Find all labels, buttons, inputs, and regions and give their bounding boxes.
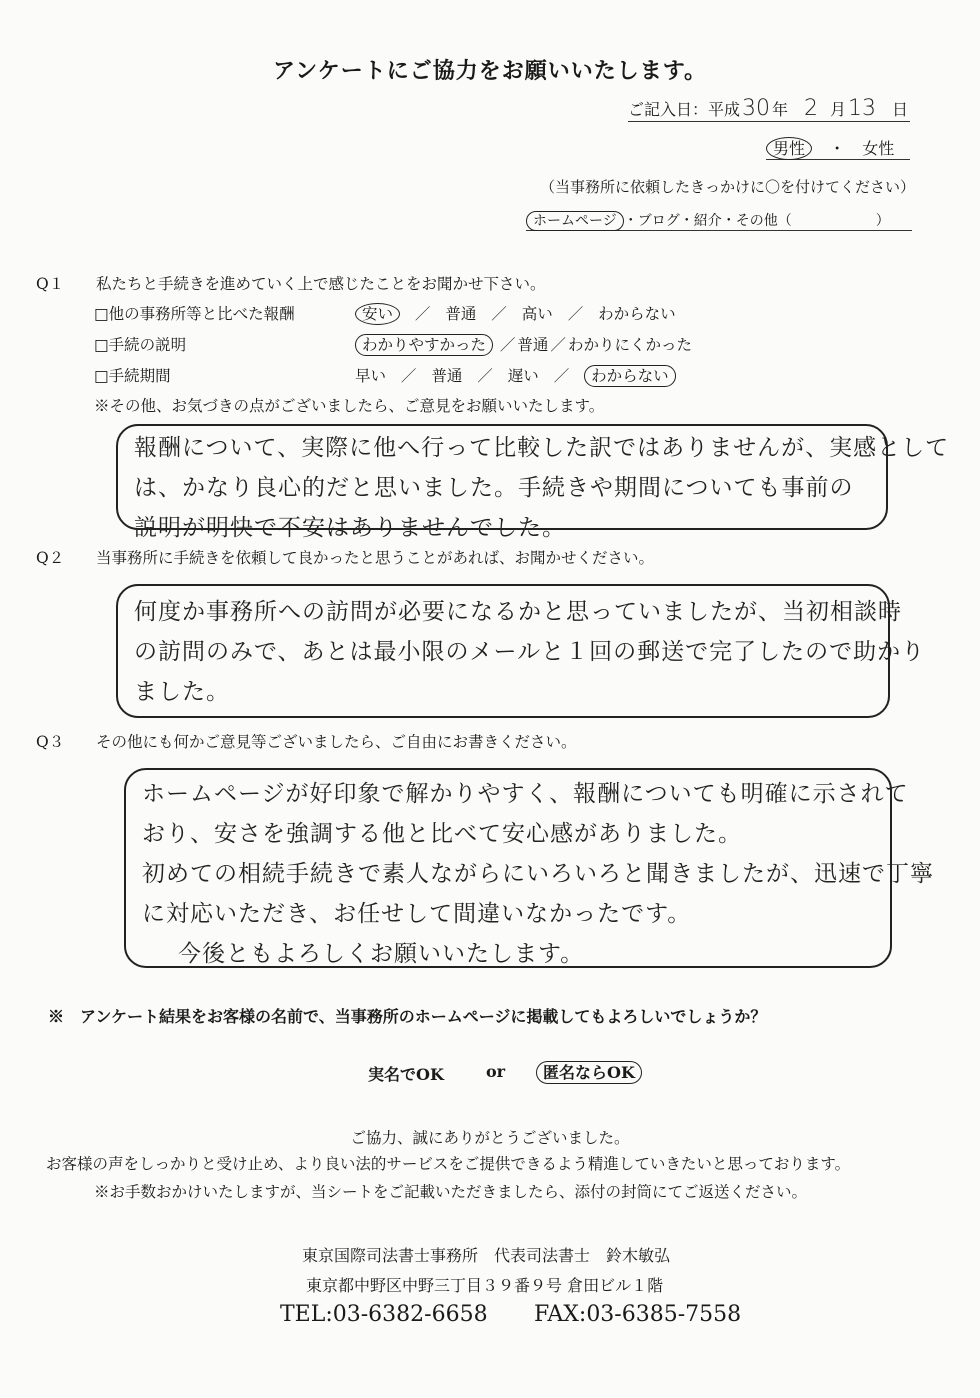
q2-text: 当事務所に手続きを依頼して良かったと思うことがあれば、お聞かせください。 — [96, 549, 655, 567]
q3-answer-line: ホームページが好印象で解かりやすく、報酬についても明確に示されて — [142, 781, 909, 807]
q1-explanation-option-clear[interactable]: わかりやすかった — [355, 334, 493, 356]
q2-answer-text — [134, 592, 925, 712]
q2-answer-line: 何度か事務所への訪問が必要になるかと思っていましたが、当初相談時 — [134, 599, 902, 625]
q3-text: その他にも何かご意見等ございましたら、ご自由にお書きください。 — [96, 733, 577, 751]
office-tel: TEL:03-6382-6658 — [280, 1302, 488, 1327]
referral-homepage-option[interactable]: ホームページ — [526, 211, 624, 231]
q2-answer-line: の訪問のみで、あとは最小限のメールと１回の郵送で完了したので助かり — [134, 639, 926, 665]
gender-male-option[interactable]: 男性 — [766, 137, 812, 160]
q1-row-label: □手続の説明 — [94, 336, 187, 354]
survey-title: アンケートにご協力をお願いいたします。 — [273, 58, 707, 84]
gender-selector — [766, 136, 910, 160]
q2-answer-line: ました。 — [134, 679, 230, 705]
q3-heading — [36, 730, 577, 752]
q1-period-option-unknown[interactable]: わからない — [584, 365, 676, 387]
gender-separator: ・ — [829, 139, 846, 158]
q1-fee-option-cheap[interactable]: 安い — [355, 303, 400, 325]
q1-period-option-normal[interactable]: 普通 — [431, 367, 463, 385]
entry-date — [628, 96, 910, 122]
q3-answer-line: 今後ともよろしくお願いいたします。 — [178, 941, 585, 967]
q1-answer-text — [134, 428, 949, 548]
consent-anonymous-label: 匿名ならOK — [536, 1061, 642, 1084]
q3-answer-line: おり、安さを強調する他と比べて安心感がありました。 — [142, 821, 742, 847]
q1-period-option-fast[interactable]: 早い — [354, 367, 386, 385]
date-month-unit: 月 — [830, 100, 847, 119]
consent-or: or — [486, 1062, 506, 1081]
date-label: ご記入日：平成 — [628, 100, 741, 119]
office-name: 東京国際司法書士事務所 代表司法書士 鈴木敏弘 — [302, 1246, 671, 1265]
q1-row-label: □手続期間 — [94, 367, 171, 385]
commitment-line: お客様の声をしっかりと受け止め、より良い法的サービスをご提供できるよう精進していきたいと思っております。 — [46, 1155, 851, 1173]
office-fax: FAX:03-6385-7558 — [534, 1302, 742, 1327]
q1-answer-line: 報酬について、実際に他へ行って比較した訳ではありませんが、実感として — [134, 435, 950, 461]
q1-explanation-option-unclear[interactable]: わかりにくかった — [567, 336, 692, 354]
gender-female-option[interactable]: 女性 — [862, 139, 895, 158]
referral-sources — [526, 210, 912, 231]
referral-note: （当事務所に依頼したきっかけに〇を付けてください） — [540, 178, 916, 196]
date-year-unit: 年 — [772, 100, 789, 119]
q3-number: Q３ — [36, 733, 65, 751]
q1-row-explanation: □手続の説明 わかりやすかった ／ 普通 ／ わかりにくかった — [94, 333, 692, 355]
consent-anonymous-option[interactable] — [536, 1060, 642, 1083]
q1-explanation-option-normal[interactable]: 普通 — [517, 336, 549, 354]
office-address: 東京都中野区中野三丁目３９番９号 倉田ビル１階 — [306, 1276, 664, 1295]
q1-other-prompt: ※その他、お気づきの点がございましたら、ご意見をお願いいたします。 — [94, 397, 605, 415]
q1-fee-option-unknown[interactable]: わからない — [598, 305, 676, 323]
date-year[interactable]: 30 — [742, 96, 771, 121]
q3-answer-line: に対応いただき、お任せして間違いなかったです。 — [142, 901, 692, 927]
q2-heading — [36, 546, 654, 568]
q1-answer-line: 説明が明快で不安はありませんでした。 — [134, 515, 566, 541]
q2-number: Q２ — [36, 549, 65, 567]
consent-real-name-option[interactable]: 実名でOK — [368, 1065, 444, 1084]
q1-fee-option-high[interactable]: 高い — [521, 305, 553, 323]
consent-question: ※ アンケート結果をお客様の名前で、当事務所のホームページに掲載してもよろしいでしょうか？ — [48, 1007, 767, 1026]
q1-row-period: □手続期間 早い ／ 普通 ／ 遅い ／ わからない — [94, 364, 676, 386]
q1-heading — [36, 272, 546, 294]
q1-row-label: □他の事務所等と比べた報酬 — [94, 305, 295, 323]
q1-number: Q１ — [36, 275, 65, 293]
date-day-unit: 日 — [892, 100, 909, 119]
q1-text: 私たちと手続きを進めていく上で感じたことをお聞かせ下さい。 — [96, 275, 546, 293]
date-month[interactable]: 2 — [804, 96, 819, 121]
q1-period-option-slow[interactable]: 遅い — [507, 367, 539, 385]
q1-answer-line: は、かなり良心的だと思いました。手続きや期間についても事前の — [134, 475, 854, 501]
date-day[interactable]: 13 — [848, 96, 877, 121]
q1-row-fee: □他の事務所等と比べた報酬 安い ／ 普通 ／ 高い ／ わからない — [94, 302, 676, 324]
q1-fee-option-normal[interactable]: 普通 — [445, 305, 477, 323]
q3-answer-line: 初めての相続手続きで素人ながらにいろいろと聞きましたが、迅速で丁寧 — [142, 861, 934, 887]
return-instruction: ※お手数おかけいたしますが、当シートをご記載いただきましたら、添付の封筒にてご返送ください。 — [94, 1183, 808, 1201]
referral-other-options[interactable]: ・ブログ・紹介・その他（ ） — [623, 213, 890, 229]
q3-answer-text — [142, 774, 934, 974]
thanks-line: ご協力、誠にありがとうございました。 — [350, 1129, 630, 1147]
